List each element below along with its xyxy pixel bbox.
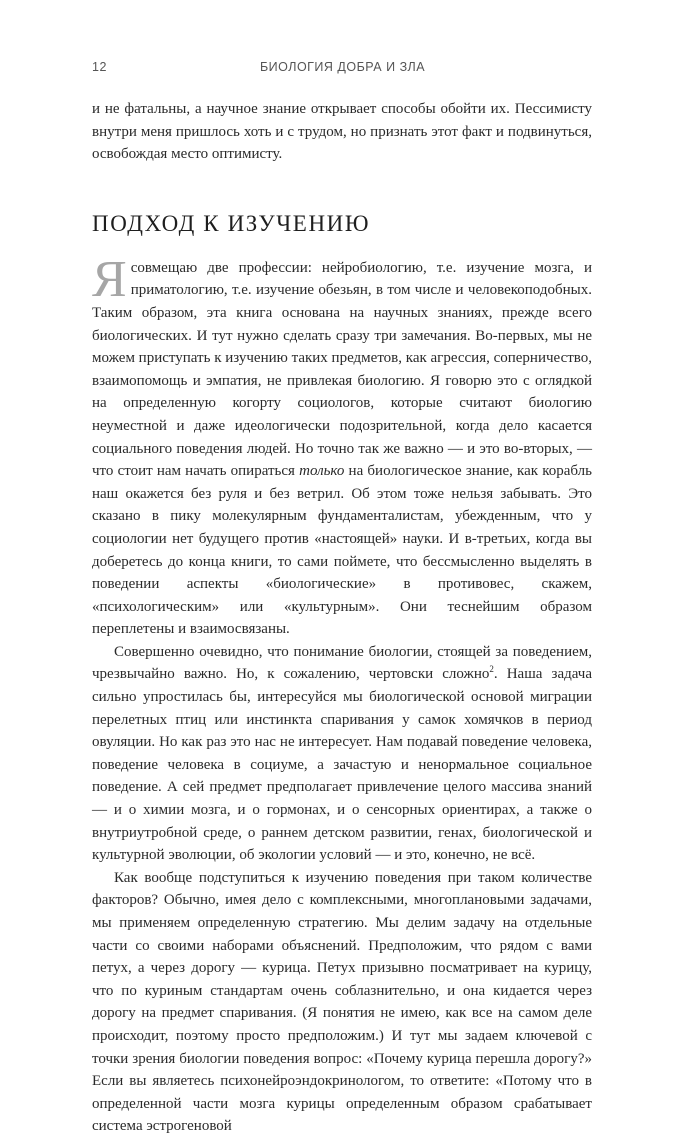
third-paragraph: Как вообще подступиться к изучению поведения при таком количестве факторов? Обычно, имея дело с комплексными, многоплановыми задачами, мы применяем определенную стратегию. Мы делим задачу на отдельные части со своими наборами объяснений. Предположим, что рядом с вами петух, а через дорогу — курица. Петух призывно посматривает на курицу, что по куриным стандартам очень соблазнительно, и она кидается через дорогу на предмет спаривания. (Я понятия не имею, как все на самом деле происходит, поэтому просто предположим.) И тут мы задаем ключевой с точки зрения биологии поведения вопрос: «Почему курица перешла дорогу?» Если вы являетесь психонейроэндокринологом, то ответите: «Потому что в определенной части мозга курицы определенным образом срабатывает система эстрогеновой xyxy=(92,869,592,1135)
running-head xyxy=(92,60,593,78)
second-paragraph-text-a: Совершенно очевидно, что понимание биологии, стоящей за поведением, чрезвычайно важно. Но, к сожалению, чертовски сложно xyxy=(92,643,592,683)
intro-paragraph: и не фатальны, а научное знание открывает способы обойти их. Пессимисту внутри меня пришлось хоть и с трудом, но признать этот факт и подвинуться, освобождая место оптимисту. xyxy=(92,101,592,163)
second-paragraph xyxy=(92,641,592,867)
running-head-title: БИОЛОГИЯ ДОБРА И ЗЛА xyxy=(259,60,426,74)
section-heading: ПОДХОД К ИЗУЧЕНИЮ xyxy=(92,210,371,236)
first-paragraph-text-a: совмещаю две профессии: нейробиологию, т.е. изучение мозга, и приматологию, т.е. изучение обезьян, в том числе и человекоподобных. Таким образом, эта книга основана на научных знаниях, прежде всего биологических. И тут нужно сделать сразу три замечания. Во-первых, мы не можем приступать к изучению таких предметов, как агрессия, соперничество, взаимопомощь и эмпатия, не привлекая биологию. Я говорю это с оглядкой на определенную когорту социологов, которые считают биологию неуместной и даже идеологически подозрительной, когда дело касается социального поведения людей. Но точно так же важно — и это во-вторых, — что стоит нам начать опираться xyxy=(92,259,593,480)
body-text xyxy=(92,98,592,1138)
second-paragraph-text-b: . Наша задача сильно упростилась бы, интересуйся мы биологической основой миграции перелетных птиц или инстинкта спаривания у самок хомячков в период овуляции. Но как раз это нас не интересует. Нам подавай поведение человека, поведение человека в социуме, а зачастую и ненормальное социальное поведение. А сей предмет предполагает привлечение целого массива знаний — и о химии мозга, и о гормонах, и о сенсорных ориентирах, а также о внутриутробной среде, о раннем детском развитии, генах, биологической и культурной эволюции, об экологии условий — и это, конечно, не всё. xyxy=(92,666,592,864)
page-number: 12 xyxy=(92,60,107,74)
footnote-marker[interactable]: 2 xyxy=(489,664,494,675)
drop-cap: Я xyxy=(92,250,127,308)
italic-emphasis: только xyxy=(299,463,345,480)
first-paragraph-text-b: на биологическое знание, как корабль наш окажется без руля и без ветрил. Об этом тоже нельзя забывать. Это сказано в пику молекулярным фундаменталистам, убежденным, что у социологии нет будущего против «настоящей» науки. И в-третьих, когда вы доберетесь до конца книги, то сами поймете, что бессмысленно выделять в поведении аспекты «биологические» в противовес, скажем, «психологическим» или «культурным». Они теснейшим образом переплетены и взаимосвязаны. xyxy=(92,463,593,638)
first-paragraph xyxy=(92,250,593,641)
